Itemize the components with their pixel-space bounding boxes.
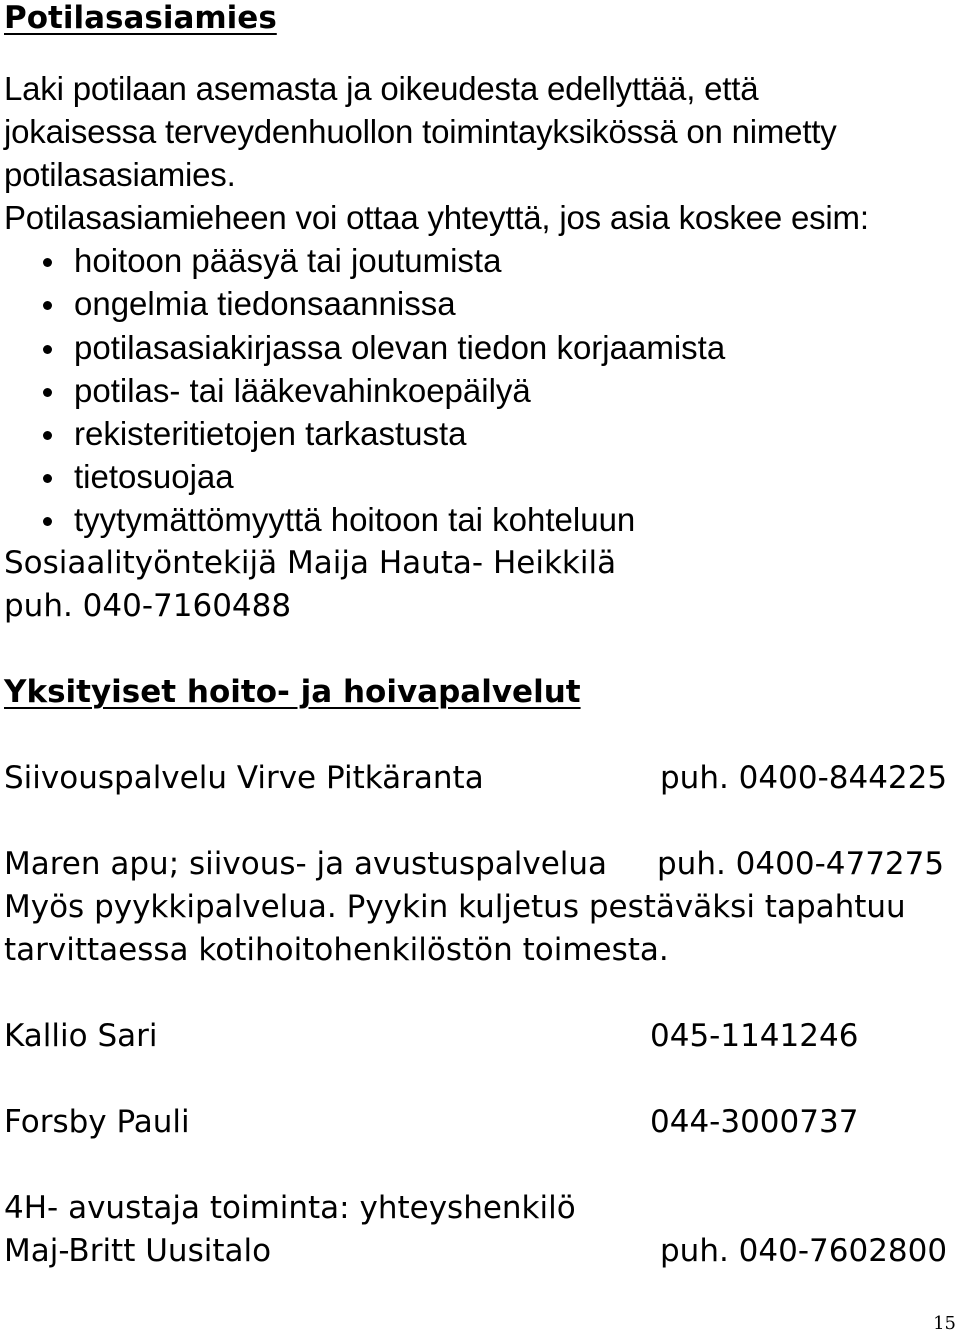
list-item-text: rekisteritietojen tarkastusta bbox=[74, 415, 467, 452]
section-heading-potilasasiamies: Potilasasiamies bbox=[4, 0, 277, 36]
service2-name: Maren apu; siivous- ja avustuspalvelua bbox=[4, 846, 608, 882]
bullet-icon bbox=[43, 258, 52, 267]
page-number: 15 bbox=[933, 1313, 956, 1334]
contact-intro: Potilasasiamieheen voi ottaa yhteyttä, jos asia koskee esim: bbox=[4, 199, 869, 236]
person1-name: Kallio Sari bbox=[4, 1018, 158, 1054]
contact-phone: puh. 040-7160488 bbox=[4, 588, 292, 624]
bullet-icon bbox=[43, 474, 52, 483]
service2-note-line-2: tarvittaessa kotihoitohenkilöstön toimesta. bbox=[4, 932, 669, 968]
intro-line-1: Laki potilaan asemasta ja oikeudesta edellyttää, että bbox=[4, 70, 759, 107]
list-item-text: potilas- tai lääkevahinkoepäilyä bbox=[74, 372, 531, 409]
list-item-text: tietosuojaa bbox=[74, 458, 234, 495]
list-item-text: hoitoon pääsyä tai joutumista bbox=[74, 242, 502, 279]
list-item-text: potilasasiakirjassa olevan tiedon korjaamista bbox=[74, 329, 726, 366]
list-item-text: tyytymättömyyttä hoitoon tai kohteluun bbox=[74, 501, 636, 538]
service1-name: Siivouspalvelu Virve Pitkäranta bbox=[4, 760, 484, 796]
section-heading-yksityiset: Yksityiset hoito- ja hoivapalvelut bbox=[4, 674, 581, 710]
intro-line-3: potilasasiamies. bbox=[4, 156, 236, 193]
fourh-phone: puh. 040-7602800 bbox=[660, 1233, 948, 1269]
fourh-name: Maj-Britt Uusitalo bbox=[4, 1233, 272, 1269]
person1-phone: 045-1141246 bbox=[650, 1018, 859, 1054]
fourh-title: 4H- avustaja toiminta: yhteyshenkilö bbox=[4, 1190, 576, 1226]
service2-note-line-1: Myös pyykkipalvelua. Pyykin kuljetus pestäväksi tapahtuu bbox=[4, 889, 906, 925]
bullet-icon bbox=[43, 301, 52, 310]
intro-line-2: jokaisessa terveydenhuollon toimintayksikössä on nimetty bbox=[4, 113, 837, 150]
service1-phone: puh. 0400-844225 bbox=[660, 760, 948, 796]
bullet-icon bbox=[43, 431, 52, 440]
bullet-icon bbox=[43, 388, 52, 397]
service2-phone: puh. 0400-477275 bbox=[657, 846, 945, 882]
person2-name: Forsby Pauli bbox=[4, 1104, 190, 1140]
bullet-icon bbox=[43, 345, 52, 354]
list-item-text: ongelmia tiedonsaannissa bbox=[74, 285, 456, 322]
person2-phone: 044-3000737 bbox=[650, 1104, 859, 1140]
contact-name: Sosiaalityöntekijä Maija Hauta- Heikkilä bbox=[4, 545, 617, 581]
bullet-icon bbox=[43, 517, 52, 526]
